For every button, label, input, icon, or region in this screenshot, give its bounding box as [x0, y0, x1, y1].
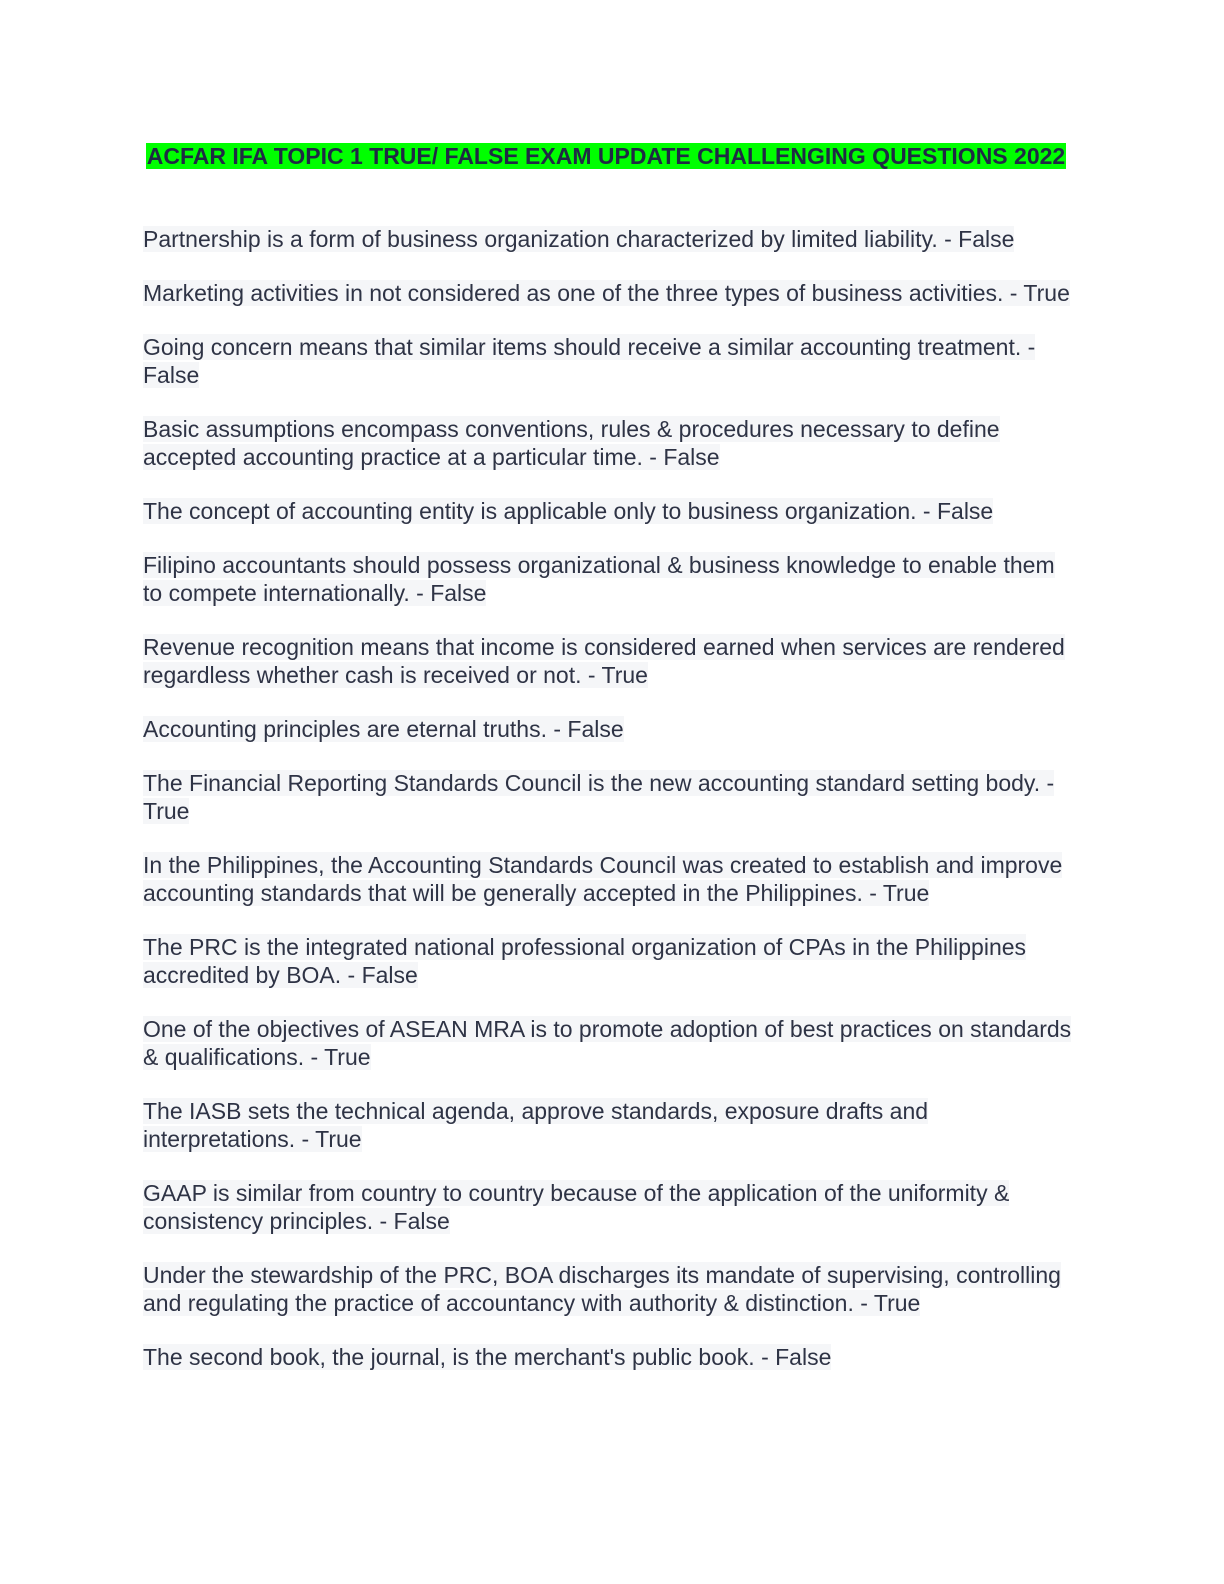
question-item: Under the stewardship of the PRC, BOA discharges its mandate of supervising, controlling and regulating the practice of accountancy with authority & distinction. - True [143, 1262, 1061, 1316]
question-item: The PRC is the integrated national professional organization of CPAs in the Philippines accredited by BOA. - False [143, 934, 1027, 988]
document-title-text: ACFAR IFA TOPIC 1 TRUE/ FALSE EXAM UPDATE CHALLENGING QUESTIONS 2022 [146, 143, 1066, 169]
question-item: Accounting principles are eternal truths. - False [143, 716, 624, 742]
question-item: Revenue recognition means that income is considered earned when services are rendered regardless whether cash is received or not. - True [143, 634, 1065, 688]
question-item: Partnership is a form of business organization characterized by limited liability. - False [143, 226, 1015, 252]
question-item: Basic assumptions encompass conventions, rules & procedures necessary to define accepted accounting practice at a particular time. - False [143, 416, 1000, 470]
question-item: The Financial Reporting Standards Council is the new accounting standard setting body. - True [143, 770, 1055, 824]
question-item: The IASB sets the technical agenda, approve standards, exposure drafts and interpretations. - True [143, 1098, 929, 1152]
question-item: One of the objectives of ASEAN MRA is to promote adoption of best practices on standards & qualifications. - True [143, 1016, 1072, 1070]
question-item: In the Philippines, the Accounting Standards Council was created to establish and improve accounting standards that will be generally accepted in the Philippines. - True [143, 852, 1063, 906]
question-item: Filipino accountants should possess organizational & business knowledge to enable them to compete internationally. - False [143, 552, 1055, 606]
question-item: The concept of accounting entity is applicable only to business organization. - False [143, 498, 994, 524]
question-item: Going concern means that similar items should receive a similar accounting treatment. - False [143, 334, 1036, 388]
question-item: GAAP is similar from country to country because of the application of the uniformity & consistency principles. - False [143, 1180, 1010, 1234]
question-item: Marketing activities in not considered as one of the three types of business activities. - True [143, 280, 1070, 306]
question-item: The second book, the journal, is the merchant's public book. - False [143, 1344, 832, 1370]
question-list [143, 225, 1078, 1397]
document-title [140, 142, 1072, 170]
